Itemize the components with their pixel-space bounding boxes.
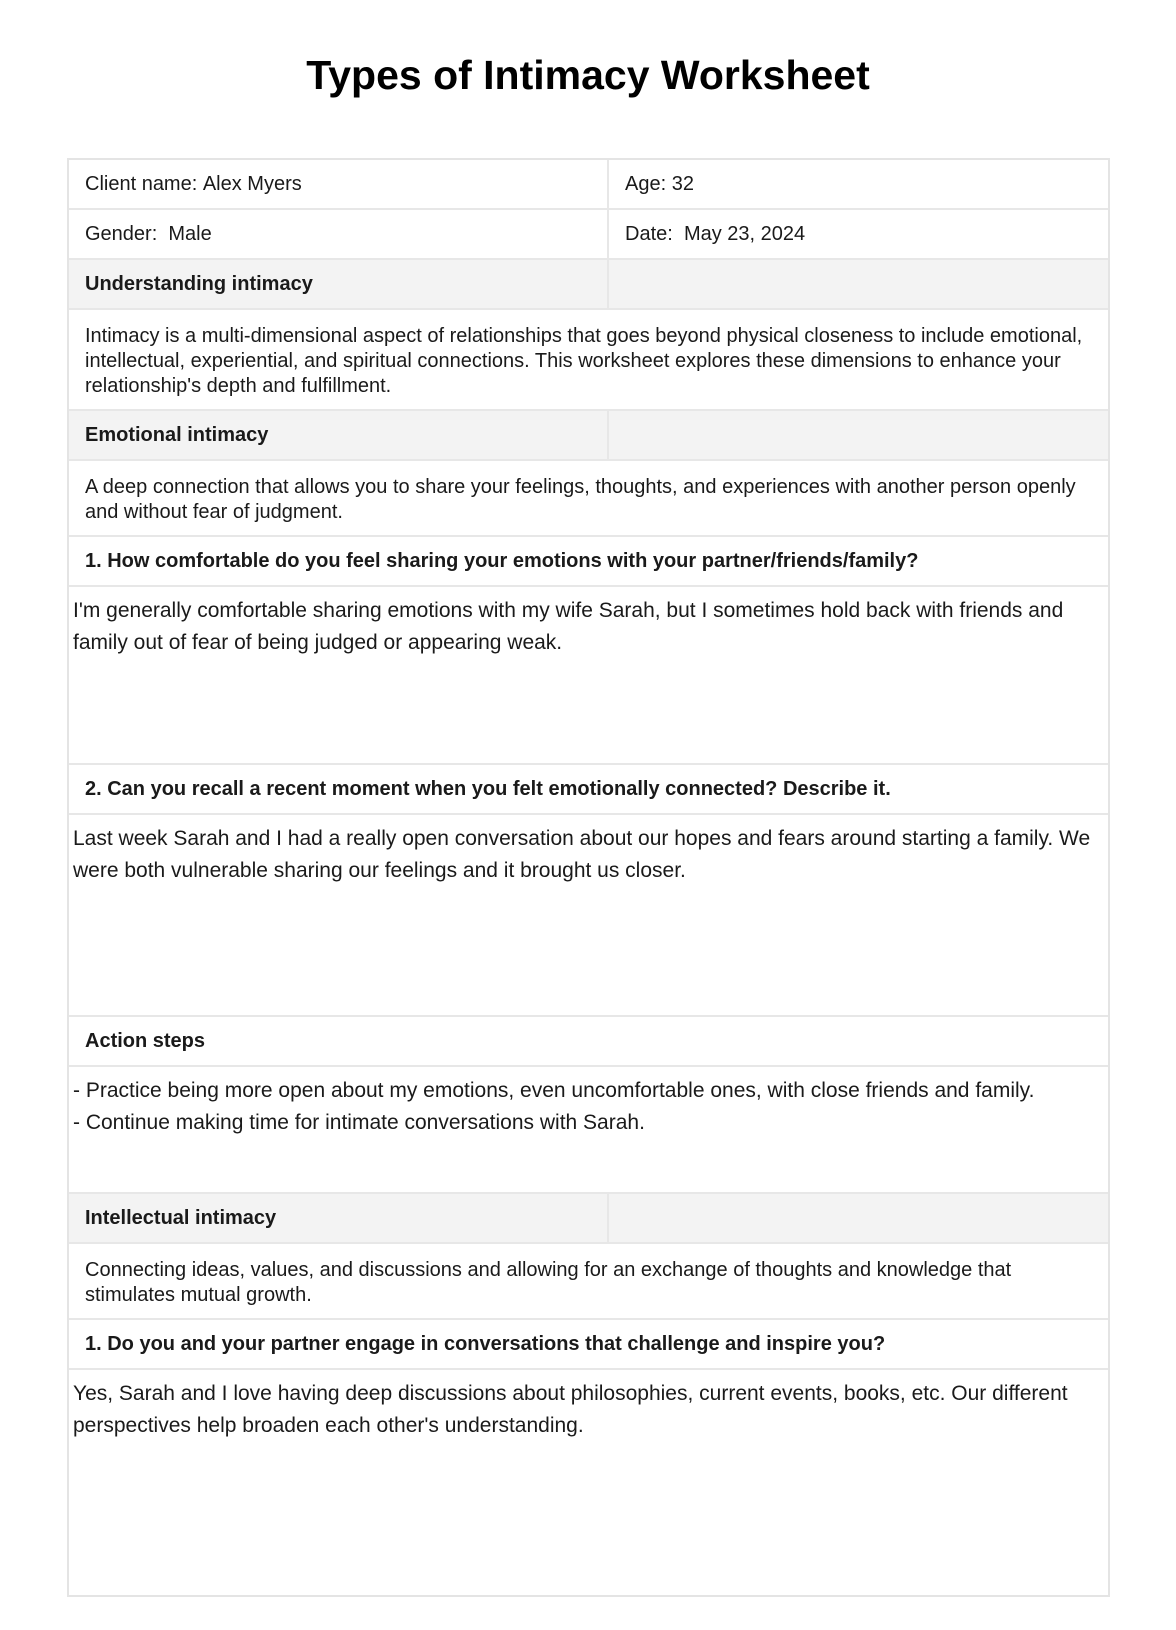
age-field[interactable] [609, 160, 1108, 208]
client-name-label: Client name: [85, 172, 198, 195]
emotional-question-2-row [69, 763, 1108, 813]
worksheet-table [67, 158, 1110, 1597]
date-field[interactable] [609, 210, 1108, 258]
action-steps-heading: Action steps [85, 1029, 206, 1052]
emotional-answer-2-row [69, 813, 1108, 1015]
intellectual-description: Connecting ideas, values, and discussions and allowing for an exchange of thoughts and knowledge that stimulates mutual growth. [85, 1259, 1012, 1306]
client-row-2 [69, 208, 1108, 258]
emotional-question-2: 2. Can you recall a recent moment when you felt emotionally connected? Describe it. [85, 777, 891, 800]
emotional-heading: Emotional intimacy [69, 411, 609, 459]
emotional-answer-2[interactable]: Last week Sarah and I had a really open conversation about our hopes and fears around starting a family. We were both vulnerable sharing our feelings and it brought us closer. [73, 827, 1091, 882]
intellectual-answer-1[interactable]: Yes, Sarah and I love having deep discussions about philosophies, current events, books, etc. Our different perspectives help broaden each other's understanding. [73, 1382, 1068, 1437]
gender-label: Gender: [85, 222, 158, 245]
intellectual-heading-row [69, 1192, 1108, 1242]
understanding-heading: Understanding intimacy [69, 260, 609, 308]
action-steps-heading-row [69, 1015, 1108, 1065]
age-value: 32 [671, 172, 694, 195]
page-title: Types of Intimacy Worksheet [306, 52, 870, 98]
gender-value: Male [168, 222, 212, 245]
client-name-value: Alex Myers [202, 172, 302, 195]
intellectual-heading: Intellectual intimacy [69, 1194, 609, 1242]
emotional-question-1-row [69, 535, 1108, 585]
emotional-description: A deep connection that allows you to share your feelings, thoughts, and experiences with another person openly and without fear of judgment. [85, 476, 1076, 523]
emotional-answer-1-row [69, 585, 1108, 763]
emotional-answer-1[interactable]: I'm generally comfortable sharing emotions with my wife Sarah, but I sometimes hold back with friends and family out of fear of being judged or appearing weak. [73, 599, 1064, 654]
gender-field[interactable] [69, 210, 609, 258]
emotional-heading-row [69, 409, 1108, 459]
intellectual-question-1-row [69, 1318, 1108, 1368]
action-step-2: - Continue making time for intimate conversations with Sarah. [73, 1111, 645, 1134]
client-row-1 [69, 160, 1108, 208]
action-steps-list[interactable] [69, 1067, 1108, 1192]
intellectual-answer-1-row [69, 1368, 1108, 1595]
intellectual-description-row [69, 1242, 1108, 1318]
understanding-heading-blank [609, 260, 1108, 308]
emotional-heading-blank [609, 411, 1108, 459]
action-steps-row [69, 1065, 1108, 1192]
emotional-question-1: 1. How comfortable do you feel sharing your emotions with your partner/friends/family? [85, 549, 919, 572]
emotional-description-row [69, 459, 1108, 535]
intellectual-heading-blank [609, 1194, 1108, 1242]
client-name-field[interactable] [69, 160, 609, 208]
date-value: May 23, 2024 [683, 222, 806, 245]
date-label: Date: [625, 222, 673, 245]
intellectual-question-1: 1. Do you and your partner engage in conversations that challenge and inspire you? [85, 1332, 886, 1355]
understanding-heading-row [69, 258, 1108, 308]
age-label: Age: [625, 172, 667, 195]
understanding-description: Intimacy is a multi-dimensional aspect of relationships that goes beyond physical closeness to include emotional, intellectual, experiential, and spiritual connections. This worksheet explores these dimensions to enhance your relationship's depth and fulfillment. [85, 325, 1083, 397]
action-step-1: - Practice being more open about my emotions, even uncomfortable ones, with close friends and family. [73, 1079, 1035, 1102]
understanding-description-row [69, 308, 1108, 409]
